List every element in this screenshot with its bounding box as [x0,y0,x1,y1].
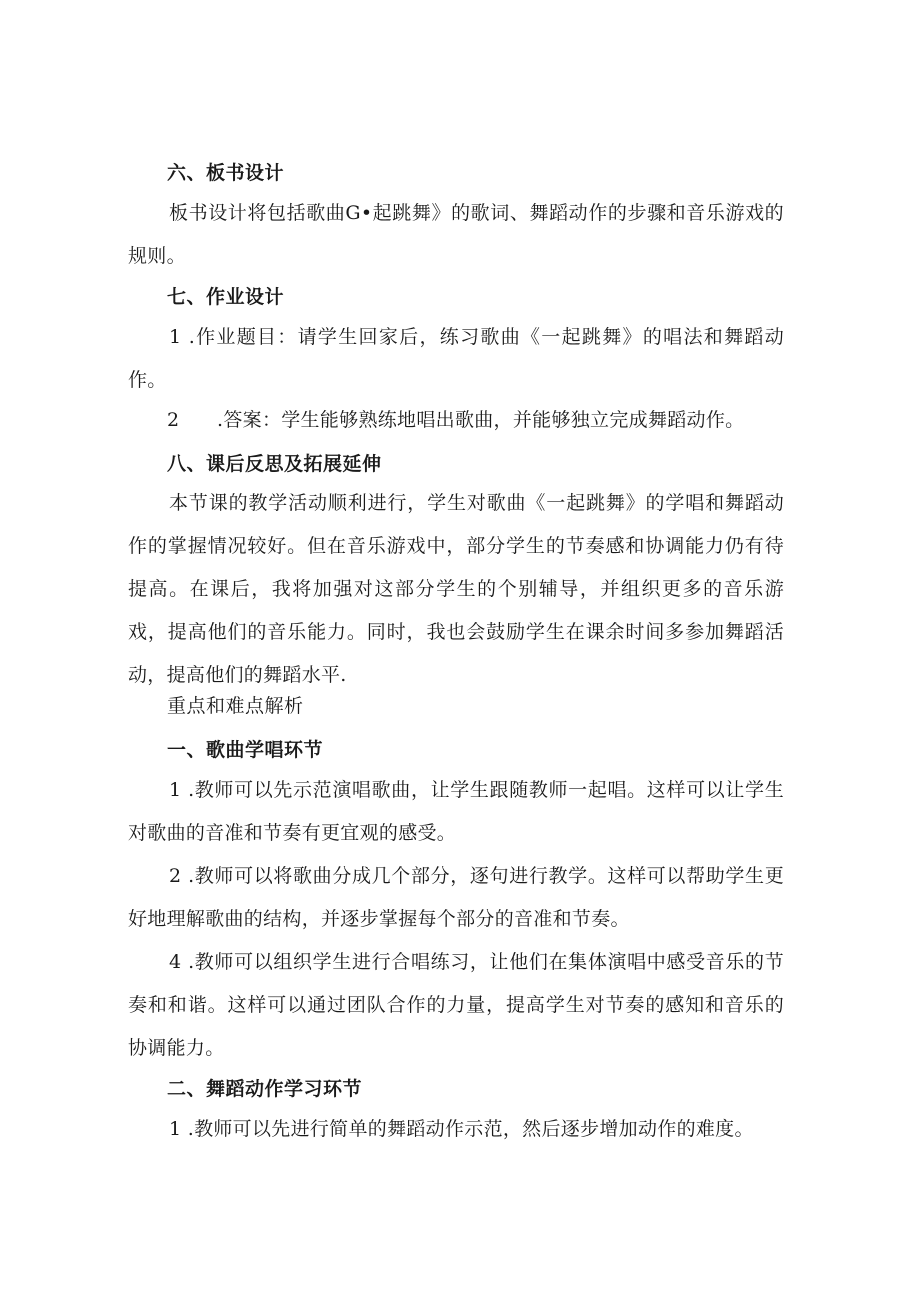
paragraph-reflection: 本节课的教学活动顺利进行，学生对歌曲《一起跳舞》的学唱和舞蹈动作的掌握情况较好。但在音乐游戏中，部分学生的节奏感和协调能力仍有待提高。在课后，我将加强对这部分学生的个别辅导，并组织更多的音乐游戏，提高他们的音乐能力。同时，我也会鼓励学生在课余时间多参加舞蹈活动，提高他们的舞蹈水平. [128,492,784,686]
key-points-title: 重点和难点解析 [167,695,304,717]
list-item-homework-topic: 1 .作业题目：请学生回家后，练习歌曲《一起跳舞》的唱法和舞蹈动作。 [128,326,784,391]
section-heading-homework-design: 七、作业设计 [167,286,285,308]
paragraph-board-design: 板书设计将包括歌曲G•起跳舞》的歌词、舞蹈动作的步骤和音乐游戏的规则。 [128,202,784,267]
list-item-song-sections: 2 .教师可以将歌曲分成几个部分，逐句进行教学。这样可以帮助学生更好地理解歌曲的结构，并逐步掌握每个部分的音准和节奏。 [128,865,784,930]
section-heading-board-design: 六、板书设计 [167,162,285,184]
list-item-dance-demo: 1 .教师可以先进行简单的舞蹈动作示范，然后逐步增加动作的难度。 [169,1118,754,1140]
list-item-song-demo: 1 .教师可以先示范演唱歌曲，让学生跟随教师一起唱。这样可以让学生对歌曲的音准和节奏有更宜观的感受。 [128,779,784,844]
list-item-song-chorus: 4 .教师可以组织学生进行合唱练习，让他们在集体演唱中感受音乐的节奏和和谐。这样可以通过团队合作的力量，提高学生对节奏的感知和音乐的协调能力。 [128,951,784,1059]
section-heading-reflection: 八、课后反思及拓展延伸 [167,453,382,475]
list-item-homework-answer [167,407,744,433]
list-item-text: .答案：学生能够熟练地唱出歌曲，并能够独立完成舞蹈动作。 [217,409,745,431]
section-heading-dance-learning: 二、舞蹈动作学习环节 [167,1078,363,1100]
section-heading-song-learning: 一、歌曲学唱环节 [167,739,324,761]
list-item-number: 2 [167,409,180,431]
